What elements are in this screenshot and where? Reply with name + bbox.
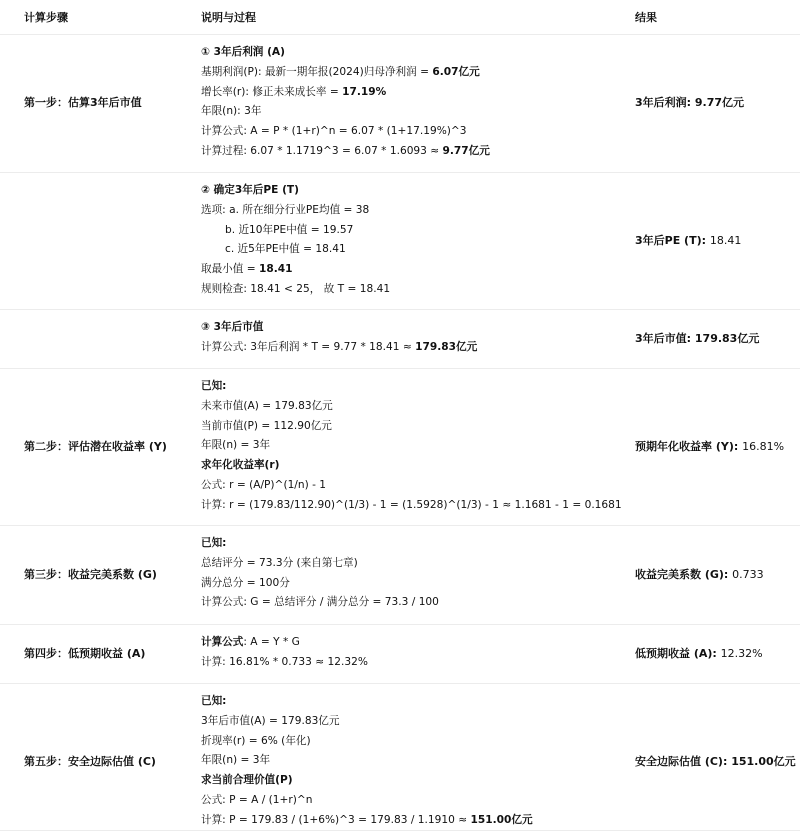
text-fragment: 未来市值(A) = 179.83亿元 <box>201 399 333 412</box>
text-fragment: 当前市值(P) = 112.90亿元 <box>201 419 332 432</box>
description-line <box>201 377 622 397</box>
text-fragment: : A = Y * G <box>243 636 300 648</box>
description-line <box>201 338 477 358</box>
description-line <box>201 692 533 712</box>
text-fragment: b. 近10年PE中值 = 19.57 <box>225 223 354 236</box>
result-value: 179.83亿元 <box>694 331 760 345</box>
result-cell <box>635 438 784 454</box>
description-line <box>201 201 390 221</box>
text-fragment: 总结评分 = 73.3分 (来自第七章) <box>201 556 358 569</box>
table-row <box>0 625 800 684</box>
text-fragment: 年限(n) = 3年 <box>201 754 271 767</box>
description-line <box>201 221 390 241</box>
description-cell <box>201 318 477 358</box>
result-value: 12.32% <box>720 646 763 660</box>
result-label: 低预期收益 (A): <box>635 646 721 660</box>
table-header <box>0 0 800 35</box>
description-line <box>201 142 490 162</box>
text-fragment: c. 近5年PE中值 = 18.41 <box>225 243 346 256</box>
step-label: 第二步：评估潜在收益率 (Y) <box>24 440 167 454</box>
text-fragment: 计算过程: 6.07 * 1.1719^3 = 6.07 * 1.6093 ≈ <box>201 144 443 157</box>
description-line <box>201 436 622 456</box>
table-row <box>0 35 800 173</box>
description-line <box>201 43 490 63</box>
description-line <box>201 83 490 103</box>
result-label: 3年后利润: <box>635 96 695 110</box>
description-cell <box>201 692 533 831</box>
description-line <box>201 653 368 673</box>
description-line <box>201 260 390 280</box>
text-fragment: 求当前合理价值(P) <box>201 774 293 787</box>
result-label: 3年后市值: <box>635 331 695 345</box>
result-cell <box>635 94 744 110</box>
table-row <box>0 369 800 526</box>
description-cell <box>201 633 368 673</box>
description-line <box>201 751 533 771</box>
description-line <box>201 280 390 300</box>
result-cell <box>635 566 764 582</box>
text-fragment: 年限(n): 3年 <box>201 105 262 118</box>
text-fragment: 增长率(r): 修正未来成长率 = <box>201 85 343 98</box>
description-line <box>201 181 390 201</box>
description-cell <box>201 181 390 300</box>
text-fragment: 折现率(r) = 6% (年化) <box>201 734 311 747</box>
result-value: 16.81% <box>742 440 785 454</box>
text-fragment: 计算: 16.81% * 0.733 ≈ 12.32% <box>201 655 368 668</box>
description-line <box>201 712 533 732</box>
text-fragment: 选项: a. 所在细分行业PE均值 = 38 <box>201 203 370 216</box>
description-line <box>201 476 622 496</box>
text-fragment: ② 确定3年后PE (T) <box>201 184 300 196</box>
description-line <box>201 122 490 142</box>
table-row <box>0 684 800 831</box>
result-value: 151.00亿元 <box>731 755 796 769</box>
result-cell <box>635 330 759 346</box>
text-fragment: 6.07亿元 <box>432 65 480 78</box>
text-fragment: 已知: <box>201 537 227 549</box>
description-line <box>201 397 622 417</box>
text-fragment: 计算公式 <box>201 636 244 648</box>
table-row <box>0 173 800 310</box>
description-line <box>201 554 439 574</box>
text-fragment: 已知: <box>201 695 227 707</box>
text-fragment: 18.41 <box>259 263 293 276</box>
description-line <box>201 456 622 476</box>
header-result: 结果 <box>635 11 657 24</box>
text-fragment: 求年化收益率(r) <box>201 459 280 472</box>
description-line <box>201 811 533 831</box>
text-fragment: 基期利润(P): 最新一期年报(2024)归母净利润 = <box>201 65 433 78</box>
text-fragment: 已知: <box>201 380 227 392</box>
text-fragment: 计算公式: 3年后利润 * T = 9.77 * 18.41 ≈ <box>201 340 416 353</box>
result-label: 收益完美系数 (G): <box>635 567 733 581</box>
table-body <box>0 35 800 831</box>
text-fragment: 计算公式: A = P * (1+r)^n = 6.07 * (1+17.19%)^3 <box>201 125 467 138</box>
description-line <box>201 791 533 811</box>
text-fragment: 计算公式: G = 总结评分 / 满分总分 = 73.3 / 100 <box>201 596 439 609</box>
result-cell <box>635 232 741 248</box>
description-cell <box>201 534 439 613</box>
description-line <box>201 534 439 554</box>
text-fragment: ① 3年后利润 (A) <box>201 46 285 58</box>
text-fragment: ③ 3年后市值 <box>201 321 264 333</box>
text-fragment: 计算: r = (179.83/112.90)^(1/3) - 1 = (1.5928)^(1/3) - 1 ≈ 1.1681 - 1 = 0.1681 <box>201 498 622 511</box>
result-value: 9.77亿元 <box>694 96 745 110</box>
description-line <box>201 771 533 791</box>
result-label: 3年后PE (T): <box>635 234 710 248</box>
result-value: 0.733 <box>732 567 764 581</box>
description-line <box>201 240 390 260</box>
description-line <box>201 732 533 752</box>
description-line <box>201 574 439 594</box>
result-value: 18.41 <box>709 234 742 248</box>
text-fragment: 年限(n) = 3年 <box>201 439 271 452</box>
text-fragment: 17.19% <box>342 85 387 98</box>
description-line <box>201 593 439 613</box>
description-line <box>201 318 477 338</box>
text-fragment: 9.77亿元 <box>442 144 490 157</box>
text-fragment: 计算: P = 179.83 / (1+6%)^3 = 179.83 / 1.1910 ≈ <box>201 813 471 826</box>
result-label: 安全边际估值 (C): <box>635 755 732 769</box>
table-row <box>0 310 800 369</box>
step-label: 第五步：安全边际估值 (C) <box>24 755 156 769</box>
description-line <box>201 63 490 83</box>
text-fragment: 规则检查: 18.41 < 25， 故 T = 18.41 <box>201 282 391 295</box>
step-label: 第三步：收益完美系数 (G) <box>24 567 157 581</box>
step-label: 第一步：估算3年后市值 <box>24 96 142 110</box>
text-fragment: 3年后市值(A) = 179.83亿元 <box>201 714 340 727</box>
header-description: 说明与过程 <box>201 11 256 24</box>
header-steps: 计算步骤 <box>24 11 68 24</box>
result-label: 预期年化收益率 (Y): <box>635 440 743 454</box>
text-fragment: 公式: P = A / (1+r)^n <box>201 793 313 806</box>
description-cell <box>201 377 622 516</box>
text-fragment: 满分总分 = 100分 <box>201 576 290 589</box>
description-line <box>201 496 622 516</box>
result-cell <box>635 645 763 661</box>
description-cell <box>201 43 490 162</box>
description-line <box>201 102 490 122</box>
description-line <box>201 633 368 653</box>
step-label: 第四步：低预期收益 (A) <box>24 646 146 660</box>
result-cell <box>635 753 796 769</box>
text-fragment: 179.83亿元 <box>415 340 478 353</box>
description-line <box>201 417 622 437</box>
text-fragment: 151.00亿元 <box>470 813 533 826</box>
table-row <box>0 526 800 625</box>
text-fragment: 取最小值 = <box>201 263 259 276</box>
text-fragment: 公式: r = (A/P)^(1/n) - 1 <box>201 478 327 491</box>
